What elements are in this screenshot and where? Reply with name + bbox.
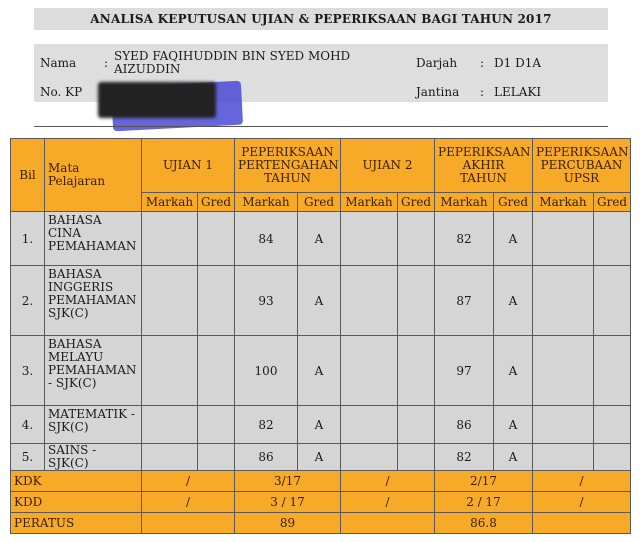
- header-exam-line: PEPERIKSAAN: [241, 145, 334, 159]
- cell-empty: [398, 336, 435, 406]
- cell-pt-markah: 86: [235, 444, 298, 471]
- cell-empty: [533, 336, 594, 406]
- summary-row-kdk: [11, 471, 631, 492]
- subject-line: SAINS - SJK(C): [48, 443, 97, 470]
- header-subject-line: Mata: [48, 161, 80, 175]
- header-ujian-2: [341, 139, 435, 193]
- cell-empty: [533, 212, 594, 266]
- cell-empty: [198, 212, 235, 266]
- summary-upsr: /: [533, 492, 631, 513]
- cell-at-markah: 86: [435, 406, 494, 444]
- table-row: [11, 212, 631, 266]
- summary-ujian2: /: [341, 471, 435, 492]
- cell-empty: [533, 444, 594, 471]
- cell-at-gred: A: [494, 266, 533, 336]
- subheader-markah: Markah: [435, 193, 494, 212]
- header-bil: Bil: [11, 139, 45, 212]
- cell-empty: [594, 266, 631, 336]
- subject-line: BAHASA: [48, 337, 102, 351]
- table-row: [11, 444, 631, 471]
- cell-empty: [341, 406, 398, 444]
- nama-value-line2: AIZUDDIN: [114, 62, 181, 76]
- subheader-markah: Markah: [533, 193, 594, 212]
- summary-upsr: /: [533, 471, 631, 492]
- cell-at-gred: A: [494, 212, 533, 266]
- nama-value-line1: SYED FAQIHUDDIN BIN SYED MOHD: [114, 49, 351, 63]
- cell-empty: [341, 444, 398, 471]
- subheader-markah: Markah: [341, 193, 398, 212]
- cell-empty: [594, 336, 631, 406]
- cell-empty: [341, 266, 398, 336]
- cell-at-gred: A: [494, 336, 533, 406]
- cell-at-gred: A: [494, 406, 533, 444]
- cell-empty: [398, 444, 435, 471]
- row-subject: [45, 406, 142, 444]
- nama-separator: :: [104, 56, 109, 70]
- cell-empty: [341, 336, 398, 406]
- header-exam-line: PERTENGAHAN: [238, 158, 339, 172]
- cell-at-markah: 97: [435, 336, 494, 406]
- cell-empty: [198, 444, 235, 471]
- subject-line: SJK(C): [48, 306, 89, 320]
- subject-line: SJK(C): [48, 420, 89, 434]
- header-exam-line: TAHUN: [263, 171, 312, 185]
- nokp-label: No. KP: [40, 85, 83, 99]
- cell-empty: [341, 212, 398, 266]
- subheader-gred: Gred: [594, 193, 631, 212]
- header-subject: [45, 139, 142, 212]
- cell-pt-gred: A: [298, 266, 341, 336]
- cell-pt-gred: A: [298, 406, 341, 444]
- cell-empty: [142, 406, 198, 444]
- summary-akhir: 2/17: [435, 471, 533, 492]
- darjah-label: Darjah: [416, 56, 458, 70]
- subject-line: PEMAHAMAN: [48, 293, 137, 307]
- subject-line: BAHASA: [48, 267, 102, 281]
- row-subject: [45, 266, 142, 336]
- summary-akhir: 86.8: [435, 513, 533, 534]
- cell-empty: [398, 212, 435, 266]
- cell-at-gred: A: [494, 444, 533, 471]
- header-exam-line: UJIAN 1: [163, 158, 213, 172]
- subheader-gred: Gred: [494, 193, 533, 212]
- subheader-gred: Gred: [398, 193, 435, 212]
- subheader-gred: Gred: [198, 193, 235, 212]
- header-subject-line: Pelajaran: [48, 174, 106, 188]
- jantina-separator: :: [480, 85, 485, 99]
- header-peperiksaan-pertengahan: [235, 139, 341, 193]
- row-subject: [45, 212, 142, 266]
- cell-pt-gred: A: [298, 212, 341, 266]
- subheader-gred: Gred: [298, 193, 341, 212]
- header-exam-line: PEPERIKSAAN: [536, 145, 629, 159]
- summary-label: KDD: [11, 492, 142, 513]
- cell-empty: [198, 406, 235, 444]
- summary-pertengahan: 89: [235, 513, 341, 534]
- darjah-value: D1 D1A: [494, 56, 541, 70]
- cell-empty: [142, 266, 198, 336]
- row-bil: 4.: [11, 406, 45, 444]
- summary-label: KDK: [11, 471, 142, 492]
- summary-ujian1: /: [142, 471, 235, 492]
- darjah-separator: :: [480, 56, 485, 70]
- cell-pt-markah: 84: [235, 212, 298, 266]
- cell-empty: [398, 266, 435, 336]
- summary-ujian1: [142, 513, 235, 534]
- summary-label: PERATUS: [11, 513, 142, 534]
- header-exam-line: TAHUN: [459, 171, 508, 185]
- redaction-mark-dark: [98, 82, 216, 118]
- jantina-value: LELAKI: [494, 85, 542, 99]
- summary-upsr: [533, 513, 631, 534]
- cell-at-markah: 82: [435, 444, 494, 471]
- cell-empty: [142, 444, 198, 471]
- table-row: [11, 266, 631, 336]
- row-bil: 3.: [11, 336, 45, 406]
- cell-empty: [533, 266, 594, 336]
- header-ujian-1: [142, 139, 235, 193]
- cell-at-markah: 82: [435, 212, 494, 266]
- report-title: ANALISA KEPUTUSAN UJIAN & PEPERIKSAAN BAGI TAHUN 2017: [34, 8, 608, 30]
- cell-empty: [398, 406, 435, 444]
- summary-row-peratus: [11, 513, 631, 534]
- header-exam-line: UJIAN 2: [362, 158, 413, 172]
- header-exam-line: AKHIR: [462, 158, 505, 172]
- cell-pt-markah: 93: [235, 266, 298, 336]
- cell-pt-gred: A: [298, 336, 341, 406]
- subject-line: BAHASA: [48, 213, 102, 227]
- jantina-label: Jantina: [416, 85, 460, 99]
- subject-line: INGGERIS: [48, 280, 114, 294]
- cell-empty: [533, 406, 594, 444]
- subheader-markah: Markah: [235, 193, 298, 212]
- row-bil: 2.: [11, 266, 45, 336]
- header-exam-line: UPSR: [563, 171, 600, 185]
- cell-pt-markah: 100: [235, 336, 298, 406]
- cell-empty: [198, 336, 235, 406]
- cell-empty: [594, 406, 631, 444]
- divider-line: [34, 126, 608, 127]
- subject-line: CINA: [48, 226, 82, 240]
- nama-label: Nama: [40, 56, 77, 70]
- header-peperiksaan-akhir: [435, 139, 533, 193]
- header-exam-line: PERCUBAAN: [540, 158, 623, 172]
- cell-empty: [142, 336, 198, 406]
- subject-line: PEMAHAMAN: [48, 363, 137, 377]
- cell-empty: [594, 444, 631, 471]
- row-bil: 5.: [11, 444, 45, 471]
- header-peperiksaan-percubaan: [533, 139, 631, 193]
- subject-line: PEMAHAMAN: [48, 239, 137, 253]
- cell-empty: [198, 266, 235, 336]
- summary-ujian2: /: [341, 492, 435, 513]
- cell-empty: [142, 212, 198, 266]
- cell-at-markah: 87: [435, 266, 494, 336]
- summary-akhir: 2 / 17: [435, 492, 533, 513]
- row-bil: 1.: [11, 212, 45, 266]
- subject-line: - SJK(C): [48, 376, 97, 390]
- subject-line: MATEMATIK -: [48, 407, 135, 421]
- row-subject: [45, 444, 142, 471]
- row-subject: [45, 336, 142, 406]
- summary-row-kdd: [11, 492, 631, 513]
- subheader-markah: Markah: [142, 193, 198, 212]
- cell-pt-gred: A: [298, 444, 341, 471]
- summary-pertengahan: 3/17: [235, 471, 341, 492]
- subject-line: MELAYU: [48, 350, 104, 364]
- cell-empty: [594, 212, 631, 266]
- summary-ujian1: /: [142, 492, 235, 513]
- summary-ujian2: [341, 513, 435, 534]
- header-exam-line: PEPERIKSAAN: [438, 145, 531, 159]
- results-table: [10, 138, 631, 534]
- summary-pertengahan: 3 / 17: [235, 492, 341, 513]
- table-row: [11, 336, 631, 406]
- cell-pt-markah: 82: [235, 406, 298, 444]
- table-row: [11, 406, 631, 444]
